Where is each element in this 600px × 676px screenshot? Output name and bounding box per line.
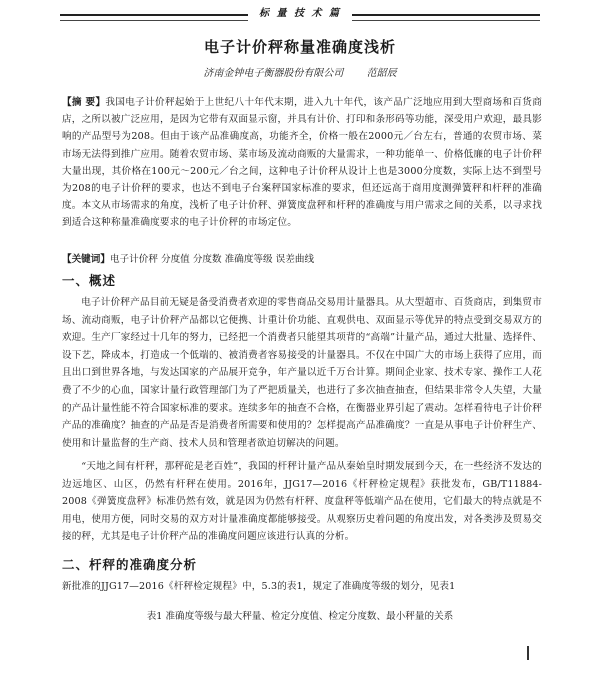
section-tag: 标 量 技 术 篇 xyxy=(248,6,352,22)
keywords-text: 电子计价秤 分度值 分度数 准确度等级 误差曲线 xyxy=(109,254,315,265)
section-heading-overview: 一、概述 xyxy=(62,273,117,288)
abstract-text: 我国电子计价秤起始于上世纪八十年代末期，进入九十年代，该产品广泛地应用到大型商场和百货商店，之所以被广泛应用，是因为它带有双面显示窗，并具有计价、打印和条形码等功能，深受用户欢迎，最具影响的产品型号为208。但由于该产品准确度高，功能齐全，价格一般在2000元／台左右，普通的农贸市场、菜市场无法得到推广应用。随着农贸市场、菜市场及流动商贩的大量需求，一种功能单一、价格低廉的电子计价秤大量出现，其价格在100元～200元／台之间，这种电子计价秤从设计上也是3000分度数，实际上达不到型号为208的电子计价秤的要求，也达不到电子台案秤国家标准的要求，但还远高于商用度测弹簧秤和杆秤的准确度。本文从市场需求的角度，浅析了电子计价秤、弹簧度盘秤和杆秤的准确度与用户需求之间的关系，以寻求找到适合这种称量准确度要求的电子计价秤的市场定位。 xyxy=(62,97,542,229)
paragraph: “天地之间有杆秤，那秤砣是老百姓”，我国的杆秤计量产品从秦始皇时期发展到今天，在一些经济不发达的边远地区、山区，仍然有杆秤在使用。2016年，JJG17—2016《杆秤检定规程》获批发布，GB/T11884-2008《弹簧度盘秤》标准仍然有效，就是因为仍然有杆秤、度盘秤等低端产品在使用，它们最大的特点就是不用电，使用方便，同时交易的双方对计量准确度都能够接受。从观察历史着问题的角度出发，对各类涉及贸易交接的秤，尤其是电子计价秤产品的准确度问题应该进行认真的分析。 xyxy=(62,461,542,543)
article-title: 电子计价秤称量准确度浅析 xyxy=(203,38,396,56)
section-heading-steelyard: 二、杆秤的准确度分析 xyxy=(62,557,198,572)
paragraph: 新批准的JJG17—2016《杆秤检定规程》中，5.3的表1，规定了准确度等级的划分，见表1 xyxy=(62,581,456,592)
keywords xyxy=(62,252,542,268)
author: 范韶辰 xyxy=(366,68,397,79)
page-mark xyxy=(527,646,529,660)
byline xyxy=(0,64,600,79)
abstract-label: 【摘 要】 xyxy=(62,97,106,108)
keywords-label: 【关键词】 xyxy=(62,254,110,265)
table-caption: 表1 准确度等级与最大秤量、检定分度值、检定分度数、最小秤量的关系 xyxy=(146,611,454,622)
abstract xyxy=(62,94,542,232)
affiliation: 济南金钟电子衡器股份有限公司 xyxy=(203,68,344,79)
paragraph: 电子计价秤产品目前无疑是备受消费者欢迎的零售商品交易用计量器具。从大型超市、百货商店，到集贸市场、流动商贩，电子计价秤产品都以它便携、计重计价功能、直观供电、双面显示等优异的特点受到交易双方的欢迎。生产厂家经过十几年的努力，已经把一个消费者只能望其项背的“高端”计量产品，通过大批量、选择件、设下艺，降成本，打造成一个低端的、被消费者容易接受的计量器具。不仅在中国广大的市场上获得了应用，而且出口到世界各地，与发达国家的产品展开竞争，年产量以近千万台计算。期间企业家、技术专家、操作工人花费了不少的心血，国家计量行政管理部门为了严把质量关，也进行了多次抽查抽查，但结果非常令人失望，大量的产品计量性能不符合国家标准的要求。连续多年的抽查不合格，在衡器业界引起了震动。怎样看待电子计价秤产品的准确度？抽查的产品是否是消费者所需要和使用的？怎样提高产品准确度？一直是从事电子计价秤生产、使用和计量监督的生产商、技术人员和管理者欲迫切解决的问题。 xyxy=(62,297,542,449)
